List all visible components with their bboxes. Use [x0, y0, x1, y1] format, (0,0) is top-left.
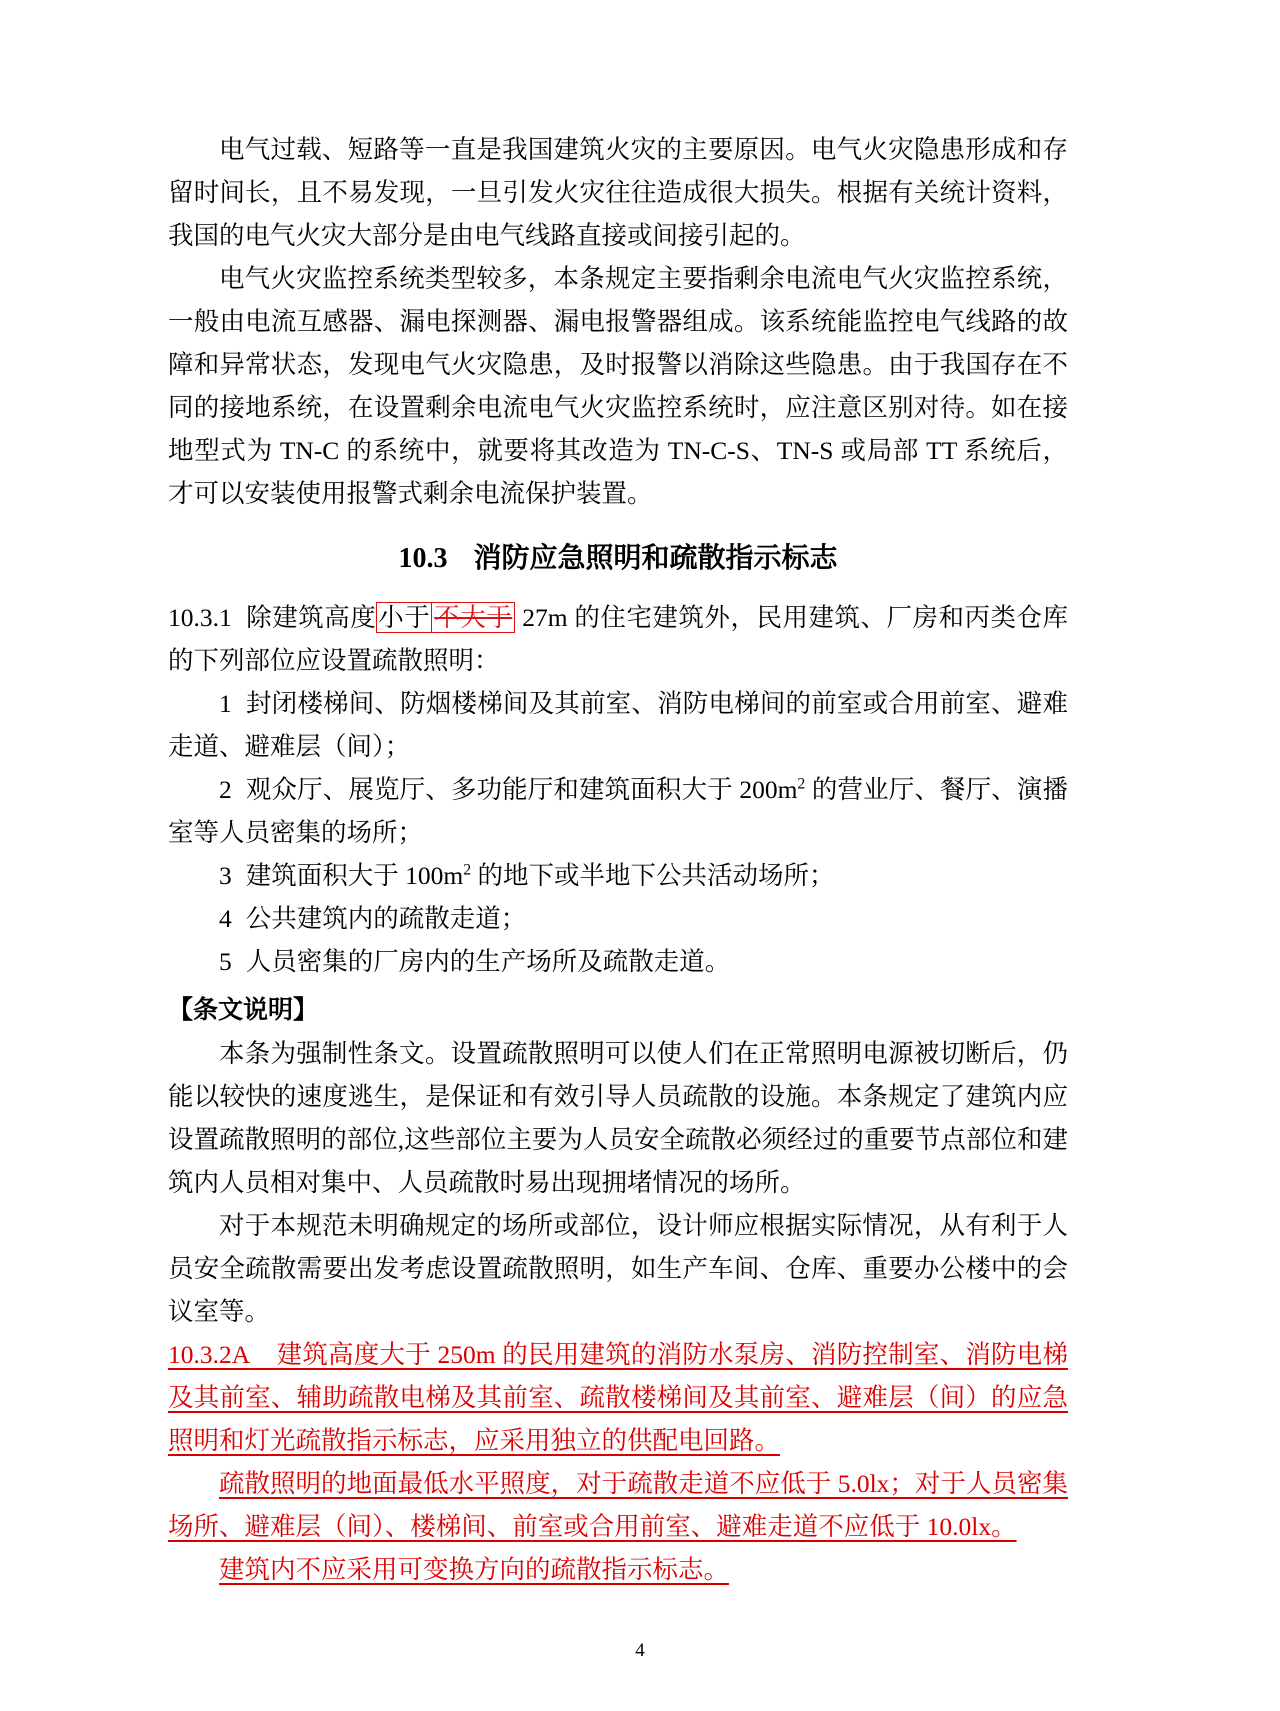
clause-number: 10.3.1	[168, 603, 232, 632]
list-item-number: 5	[219, 947, 232, 976]
added-clause-illuminance: 疏散照明的地面最低水平照度，对于疏散走道不应低于 5.0lx；对于人员密集场所、避难层（间）、楼梯间、前室或合用前室、避难走道不应低于 10.0lx。	[168, 1469, 1068, 1541]
section-heading	[168, 527, 1068, 590]
edit-deletion: 不大于	[432, 602, 515, 633]
paragraph-monitoring-system: 电气火灾监控系统类型较多，本条规定主要指剩余电流电气火灾监控系统，一般由电流互感器、漏电探测器、漏电报警器组成。该系统能监控电气线路的故障和异常状态，发现电气火灾隐患，及时报警以消除这些隐患。由于我国存在不同的接地系统，在设置剩余电流电气火灾监控系统时，应注意区别对待。如在接地型式为 TN-C 的系统中，就要将其改造为 TN-C-S、TN-S 或局部 TT 系统后，才可以安装使用报警式剩余电流保护装置。	[168, 264, 1068, 508]
added-clause-10-3-2a	[168, 1333, 1068, 1462]
list-item-text-b: 的营业厅、餐厅、演播室等人员密集的场所；	[168, 775, 1068, 847]
superscript-square: 2	[797, 775, 806, 793]
list-item-number: 1	[219, 689, 232, 718]
section-title-text: 消防应急照明和疏散指示标志	[473, 542, 838, 573]
explanation-heading: 【条文说明】	[168, 996, 319, 1024]
list-item	[168, 768, 1068, 854]
explanation-paragraph-1: 本条为强制性条文。设置疏散照明可以使人们在正常照明电源被切断后，仍能以较快的速度逃生，是保证和有效引导人员疏散的设施。本条规定了建筑内应设置疏散照明的部位,这些部位主要为人员安全疏散必须经过的重要节点部位和建筑内人员相对集中、人员疏散时易出现拥堵情况的场所。	[168, 1039, 1068, 1197]
list-item-number: 4	[219, 904, 232, 933]
page-content	[168, 128, 1068, 1591]
list-item-text: 人员密集的厂房内的生产场所及疏散走道。	[245, 947, 731, 976]
paragraph-electrical-overload: 电气过载、短路等一直是我国建筑火灾的主要原因。电气火灾隐患形成和存留时间长，且不易发现，一旦引发火灾往往造成很大损失。根据有关统计资料，我国的电气火灾大部分是由电气线路直接或间接引起的。	[168, 135, 1068, 250]
list-item-number: 2	[219, 775, 232, 804]
section-number: 10.3	[398, 543, 448, 574]
edit-insertion: 小于	[378, 603, 431, 632]
clause-text-after: 27m 的住宅建筑外，民用建筑、厂房和丙类仓库的下列部位应设置疏散照明：	[168, 603, 1068, 675]
added-clause-number: 10.3.2A	[168, 1340, 251, 1369]
clause-text-before: 除建筑高度	[245, 603, 377, 632]
superscript-square: 2	[463, 861, 472, 879]
list-item-number: 3	[219, 861, 232, 890]
list-item	[168, 897, 1068, 940]
list-item-text-a: 观众厅、展览厅、多功能厅和建筑面积大于 200m	[245, 775, 798, 804]
list-item-text: 公共建筑内的疏散走道；	[245, 904, 527, 933]
page-number: 4	[635, 1640, 645, 1661]
added-clause-text: 建筑高度大于 250m 的民用建筑的消防水泵房、消防控制室、消防电梯及其前室、辅助疏散电梯及其前室、疏散楼梯间及其前室、避难层（间）的应急照明和灯光疏散指示标志，应采用独立的供配电回路。	[168, 1340, 1069, 1455]
explanation-paragraph-2: 对于本规范未明确规定的场所或部位，设计师应根据实际情况，从有利于人员安全疏散需要出发考虑设置疏散照明，如生产车间、仓库、重要办公楼中的会议室等。	[168, 1211, 1068, 1326]
list-item-text-b: 的地下或半地下公共活动场所；	[471, 861, 835, 890]
list-item-text: 封闭楼梯间、防烟楼梯间及其前室、消防电梯间的前室或合用前室、避难走道、避难层（间）；	[168, 689, 1068, 761]
list-item	[168, 682, 1068, 768]
clause-10-3-1	[168, 596, 1068, 682]
list-item	[168, 854, 1068, 897]
added-clause-direction-sign: 建筑内不应采用可变换方向的疏散指示标志。	[219, 1555, 730, 1584]
list-item-text-a: 建筑面积大于 100m	[245, 861, 464, 890]
list-item	[168, 940, 1068, 983]
